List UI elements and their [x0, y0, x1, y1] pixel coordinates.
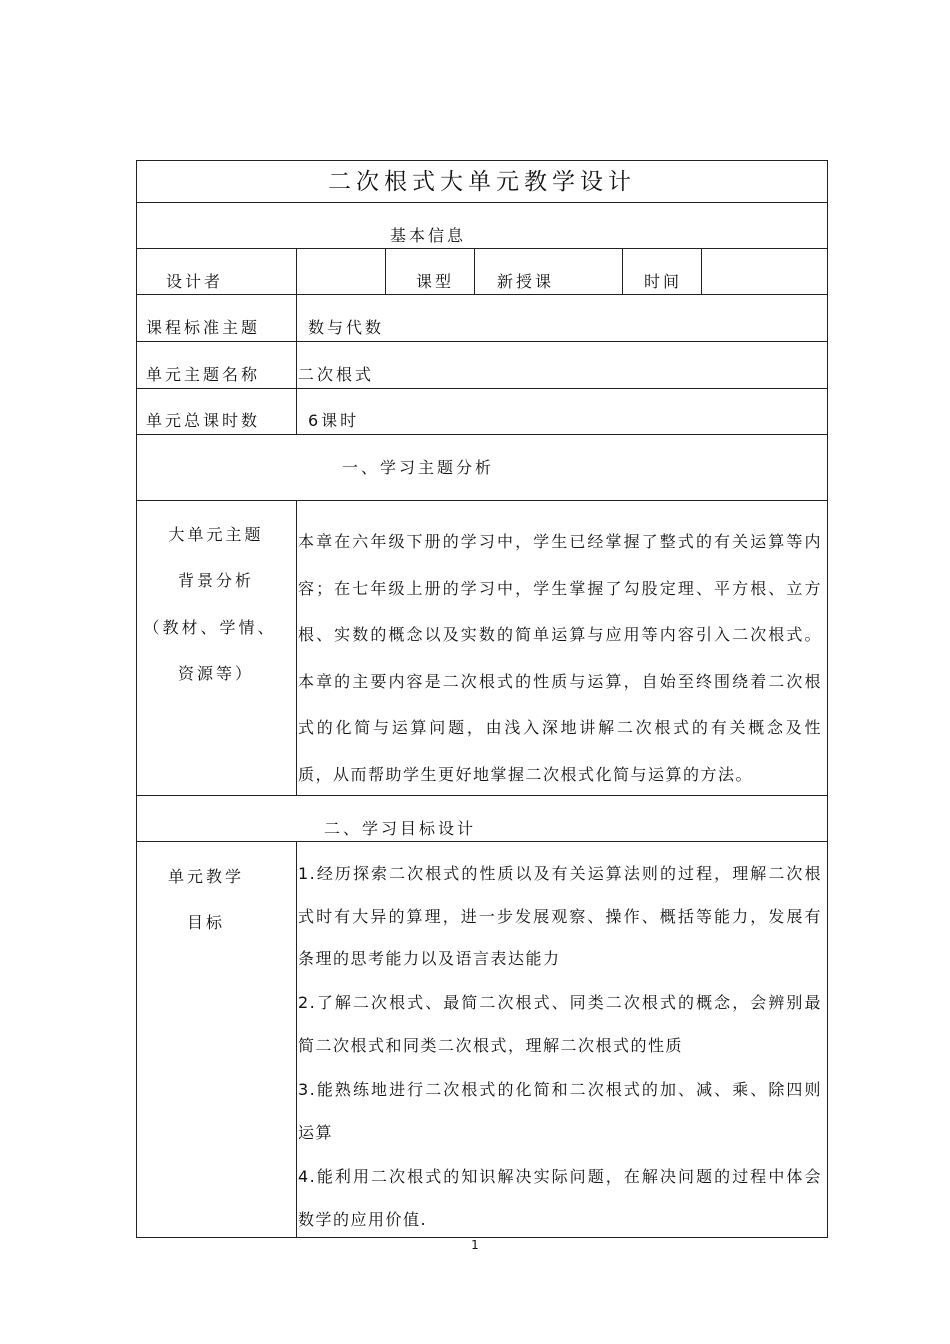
course-type-label: 课型: [416, 272, 455, 291]
rule: [136, 841, 828, 842]
row-label: 单元总课时数: [146, 411, 261, 430]
lesson-plan-table: [136, 160, 828, 1238]
rule: [136, 248, 828, 249]
section2-label-line: 目标: [186, 913, 225, 932]
course-type-value: 新授课: [497, 272, 555, 291]
section1-label-line: （教材、学情、: [143, 618, 277, 637]
rule: [296, 500, 297, 795]
rule: [136, 434, 828, 435]
section1-label-line: 背景分析: [177, 571, 254, 590]
row-label: 单元主题名称: [146, 365, 261, 384]
rule: [622, 248, 623, 294]
rule: [474, 248, 475, 294]
rule: [296, 248, 297, 434]
row-value: 二次根式: [298, 365, 375, 384]
rule: [136, 160, 137, 1238]
section1-label-line: 大单元主题: [168, 525, 264, 544]
rule: [385, 248, 386, 294]
document-title: 二次根式大单元教学设计: [328, 169, 636, 195]
goal-item: 3.能熟练地进行二次根式的化简和二次根式的加、减、乘、除四则运算: [298, 1080, 822, 1142]
section2-label-line: 单元教学: [167, 867, 244, 886]
rule: [136, 388, 828, 389]
rule: [136, 341, 828, 342]
section-heading: 一、学习主题分析: [342, 458, 495, 477]
row-value: 6课时: [308, 411, 360, 430]
rule: [136, 500, 828, 501]
goal-item: 1.经历探索二次根式的性质以及有关运算法则的过程，理解二次根式时有大异的算理，进一步发展观察、操作、概括等能力，发展有条理的思考能力以及语言表达能力: [298, 864, 822, 968]
rule: [136, 160, 828, 161]
basic-info-heading: 基本信息: [390, 226, 467, 245]
rule: [296, 841, 297, 1238]
time-label: 时间: [644, 272, 683, 291]
section-heading: 二、学习目标设计: [324, 819, 477, 838]
goal-item: 4.能利用二次根式的知识解决实际问题，在解决问题的过程中体会数学的应用价值.: [298, 1167, 822, 1229]
row-value: 数与代数: [308, 318, 385, 337]
section1-label-line: 资源等）: [177, 664, 254, 683]
page-number: 1: [471, 1238, 479, 1252]
rule: [827, 160, 828, 1238]
rule: [136, 294, 828, 295]
goal-item: 2.了解二次根式、最简二次根式、同类二次根式的概念，会辨别最简二次根式和同类二次根式，理解二次根式的性质: [298, 993, 822, 1055]
designer-label: 设计者: [166, 272, 224, 291]
rule: [701, 248, 702, 294]
background-analysis-paragraph: 本章在六年级下册的学习中，学生已经掌握了整式的有关运算等内容；在七年级上册的学习中，学生掌握了勾股定理、平方根、立方根、实数的概念以及实数的简单运算与应用等内容引入二次根式。本章的主要内容是二次根式的性质与运算，自始至终围绕着二次根式的化简与运算问题，由浅入深地讲解二次根式的有关概念及性质，从而帮助学生更好地掌握二次根式化简与运算的方法。: [298, 532, 822, 784]
row-label: 课程标准主题: [146, 318, 261, 337]
rule: [136, 202, 828, 203]
